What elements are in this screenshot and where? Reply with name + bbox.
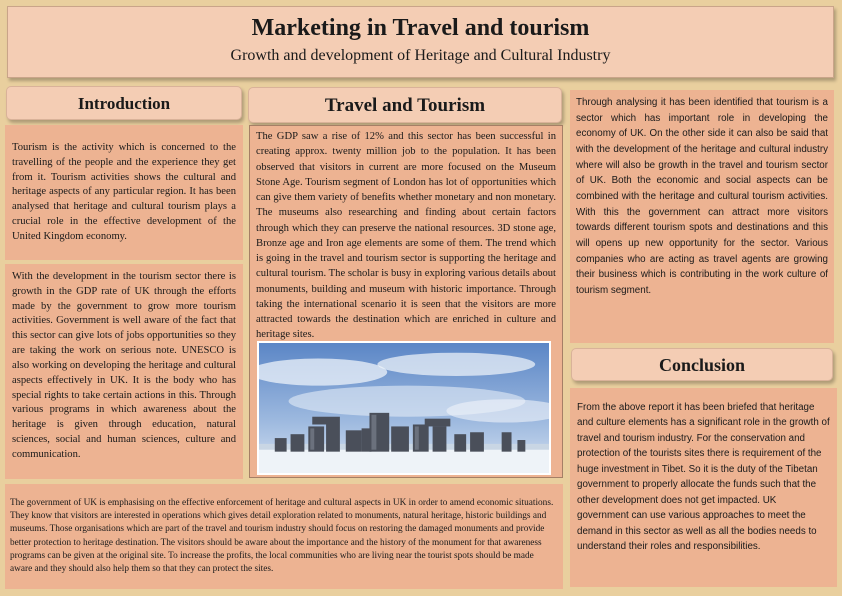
stonehenge-photo xyxy=(257,341,551,475)
introduction-paragraph-2: With the development in the tourism sector there is growth in the GDP rate of UK through the efforts made by the government to grow more tourism activities. Government is well aware of the fact that this sector can give lots of jobs opportunities so they are taking the work on serious note. UNESCO is also working on developing the heritage and cultural aspects effectively in UK. It is the body who has special rights to take certain actions in this. Through various programs in which awareness about the heritage is given through education, natural sciences, social and human sciences, culture and communication. xyxy=(12,271,236,460)
bottom-paragraph: The government of UK is emphasising on the effective enforcement of heritage and cultural aspects in UK in order to amend economic situations. They know that visitors are interested in operations which gives detail exploration related to monuments, natural heritage, historic buildings and museums. Those organisations which are part of the travel and tourism industry should focus on restoring the damaged monuments and provide better protection to heritage destination. The visitors should be aware about the importance and the history of the monument for that awareness programs can be given at the original site. To increase the profits, the local communities who are living near the tourist spots should be made aware and they should also help them so that they can protect the sites. xyxy=(10,498,554,574)
bottom-panel xyxy=(5,484,563,589)
poster-subtitle: Growth and development of Heritage and Cultural Industry xyxy=(230,47,611,64)
poster-header xyxy=(7,6,834,78)
travel-tourism-heading-text: Travel and Tourism xyxy=(324,95,486,116)
introduction-panel-2 xyxy=(5,264,243,479)
conclusion-heading xyxy=(571,348,833,381)
analysis-paragraph: Through analysing it has been identified that tourism is a sector which has important role in developing the economy of UK. On the other side it can also be said that with the development of the heritage and cultural industry where will also be growth in the travel and tourism sector of UK. Both the economic and social aspects can be combined with the heritage and cultural tourism activities. With this the government can attract more visitors towards different tourism spots and destinations and this will opens up new opportunity for the sector. Various companies who are acting as travel agents are growing their business which is contributing in the work culture of tourism segment. xyxy=(576,97,828,297)
introduction-panel-1 xyxy=(5,125,243,260)
conclusion-paragraph: From the above report it has been briefed that heritage and culture elements has a significant role in the growth of travel and tourism industry. For the conservation and protection of the tourists sites there is requirement of the huge investment in Tibet. So it is the duty of the Tibetan government to properly allocate the funds such that the other development does not get impacted. UK government can use various approaches to meet the demand in this sector as well as all the bodies needs to understand their roles and responsibilities. xyxy=(577,402,830,553)
poster-title: Marketing in Travel and tourism xyxy=(251,15,590,41)
conclusion-heading-text: Conclusion xyxy=(658,355,746,375)
analysis-panel xyxy=(570,90,834,343)
introduction-paragraph-1: Tourism is the activity which is concerned to the travelling of the people and the experience they get from it. Tourism activities shows the cultural and heritage aspects of any particular region. It has been analysed that heritage and cultural tourism plays a crucial role in the effective development of the United Kingdom economy. xyxy=(12,142,236,242)
introduction-heading-text: Introduction xyxy=(77,94,171,113)
introduction-heading xyxy=(6,86,242,120)
travel-tourism-heading xyxy=(248,87,562,123)
travel-tourism-paragraph: The GDP saw a rise of 12% and this sector has been successful in creating approx. twenty million job to the population. It has been observed that visitors in current are more focused on the Museum Stone Age. Tourism segment of London has lot of opportunities which can give them variety of benefits whether monetary and non monetary. The museums also researching and finding about certain factors through which they can preserve the national resources. 3D stone age, Bronze age and Iron age elements are some of them. The trend which is going in the travel and tourism sector is supporting the heritage and cultural tourism. The scholar is busy in exploring various details about monuments, building and museum with historic importance. Through taking the international scenario it is seen that the visitors are more attracted towards the destination which are enriched in culture and heritage sites. xyxy=(256,131,556,341)
stonehenge-image xyxy=(259,343,549,473)
conclusion-panel xyxy=(570,388,837,587)
